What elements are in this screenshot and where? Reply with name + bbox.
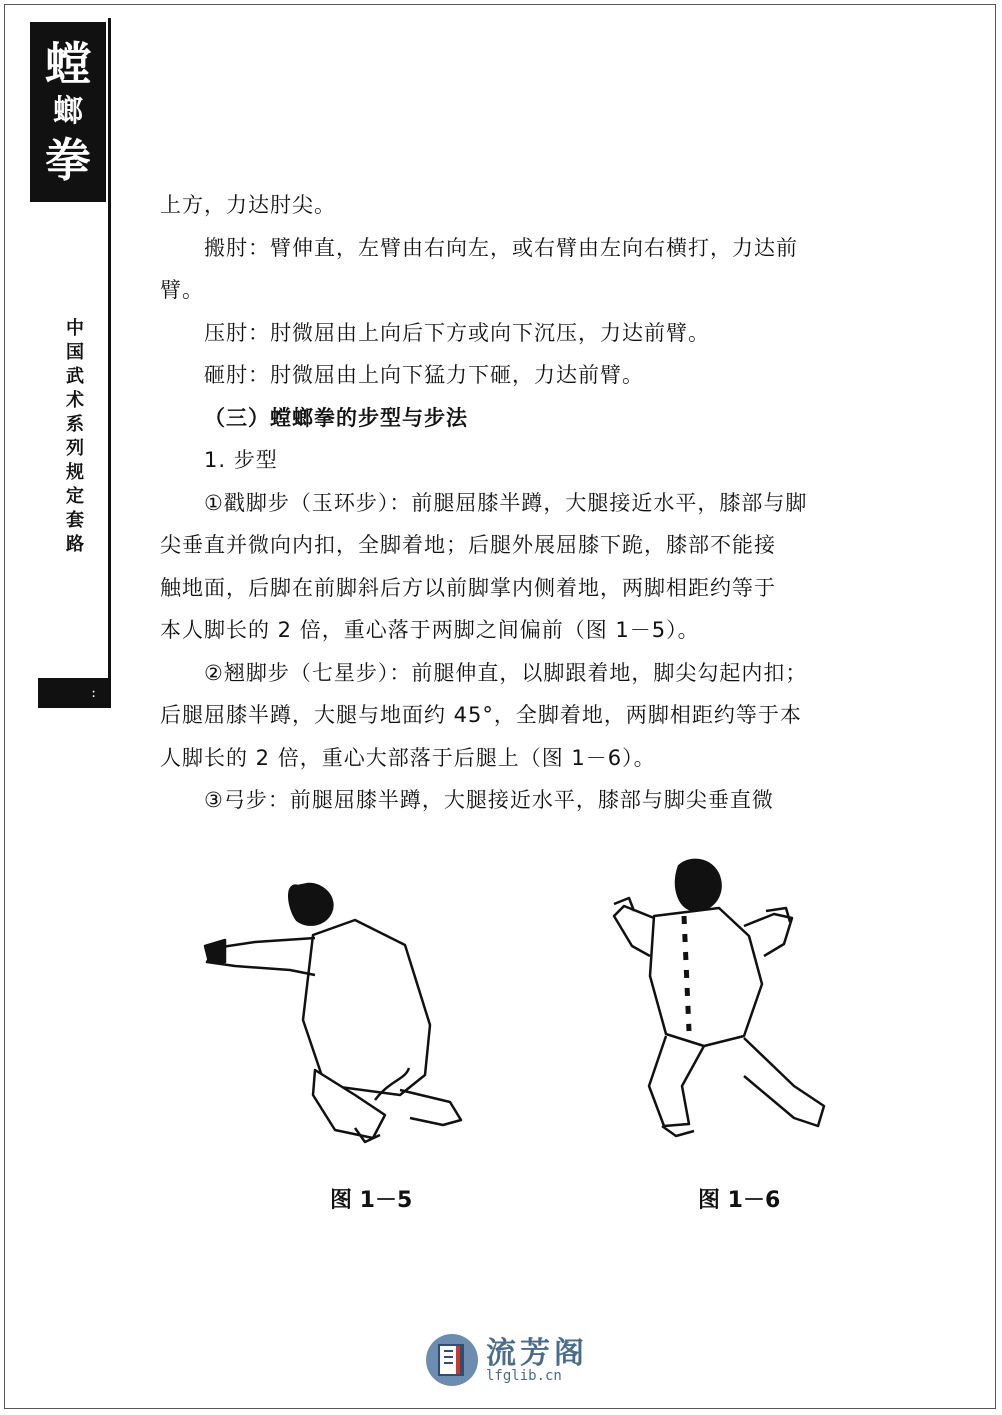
text-line: 上方，力达肘尖。 [160,193,336,217]
text-line: 人脚长的 2 倍，重心大部落于后腿上（图 1－6）。 [160,745,656,770]
text-line: ③弓步：前腿屈膝半蹲，大腿接近水平，膝部与脚尖垂直微 [204,788,774,812]
figure-1-6 [594,856,834,1146]
text-line: 本人脚长的 2 倍，重心落于两脚之间偏前（图 1－5）。 [160,618,700,642]
body-text [160,184,860,822]
text-line: 尖垂直并微向内扣，全脚着地；后腿外展屈膝下跪，膝部不能接 [160,533,776,557]
text-line: 触地面，后脚在前脚斜后方以前脚掌内侧着地，两脚相距约等于 [160,575,776,600]
page-tab: : [38,678,110,708]
text-line: 搬肘：臂伸直，左臂由右向左，或右臂由左向右横打，力达前 [204,235,798,260]
text-line: 后腿屈膝半蹲，大腿与地面约 45°，全脚着地，两脚相距约等于本 [160,703,802,727]
figure-1-5 [195,880,475,1150]
title-char-3: 拳 [45,133,91,187]
book-title [30,22,106,202]
series-title: 中国武术系列规定套路 [63,318,84,558]
figure-1-6-caption: 图 1－6 [698,1188,781,1213]
sidebar-rule [108,18,111,708]
watermark-url: lfglib.cn [486,1368,562,1384]
watermark-name: 流芳阁 [486,1336,588,1371]
title-char-1: 螳 [45,37,91,91]
text-line: 砸肘：肘微屈由上向下猛力下砸，力达前臂。 [204,363,644,387]
title-char-2: 螂 [53,94,83,129]
text-line: 压肘：肘微屈由上向后下方或向下沉压，力达前臂。 [204,320,710,345]
book-icon [426,1332,478,1388]
text-line: ②翘脚步（七星步）：前腿伸直，以脚跟着地，脚尖勾起内扣； [204,660,808,685]
text-line: 臂。 [160,278,204,302]
subsection-heading: 1. 步型 [204,448,278,472]
figure-1-5-caption: 图 1－5 [330,1188,413,1213]
watermark-logo [426,1328,606,1394]
text-line: ①戳脚步（玉环步）：前腿屈膝半蹲，大腿接近水平，膝部与脚 [204,490,808,515]
section-heading: （三）螳螂拳的步型与步法 [204,405,468,430]
